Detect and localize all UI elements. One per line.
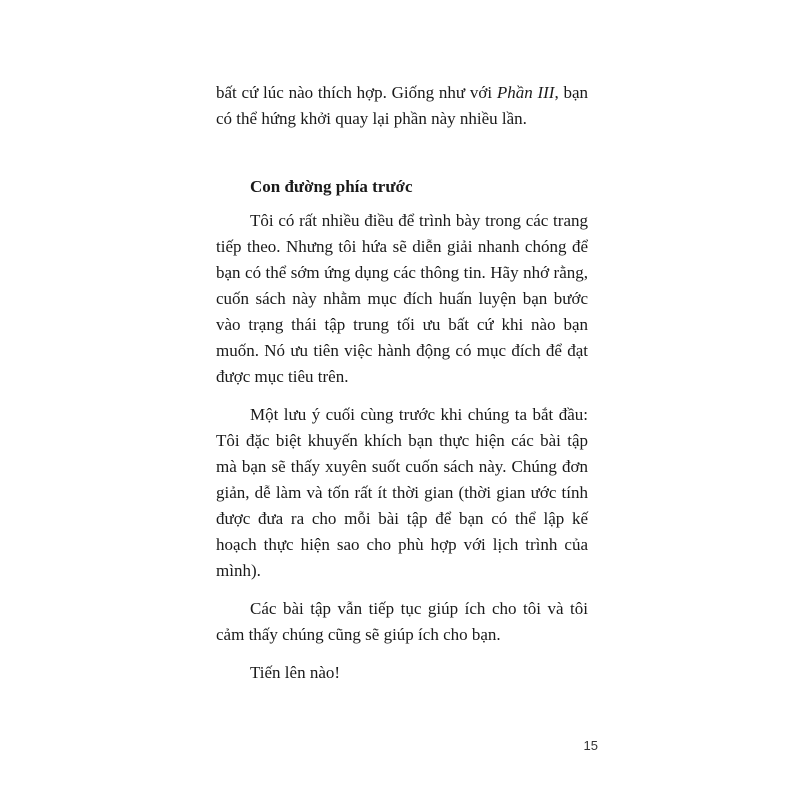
continuation-text-start: bất cứ lúc nào thích hợp. Giống như với bbox=[216, 83, 497, 102]
body-paragraph-2: Một lưu ý cuối cùng trước khi chúng ta bắt đầu: Tôi đặc biệt khuyến khích bạn thực hiện các bài tập mà bạn sẽ thấy xuyên suốt cuốn sách này. Chúng đơn giản, dễ làm và tốn rất ít thời gian (thời gian ước tính được đưa ra cho mỗi bài tập để bạn có thể lập kế hoạch thực hiện sao cho phù hợp với lịch trình của mình). bbox=[216, 405, 588, 580]
italic-part-reference: Phần III bbox=[496, 83, 555, 102]
section-heading: Con đường phía trước bbox=[250, 177, 413, 196]
body-paragraph-3: Các bài tập vẫn tiếp tục giúp ích cho tôi và tôi cảm thấy chúng cũng sẽ giúp ích cho bạn. bbox=[216, 599, 588, 644]
page-number: 15 bbox=[583, 738, 598, 753]
body-paragraph-4: Tiến lên nào! bbox=[250, 663, 341, 682]
page-text-block bbox=[216, 80, 588, 698]
body-paragraph-1: Tôi có rất nhiều điều để trình bày trong các trang tiếp theo. Nhưng tôi hứa sẽ diễn giải nhanh chóng để bạn có thể sớm ứng dụng các thông tin. Hãy nhớ rằng, cuốn sách này nhằm mục đích huấn luyện bạn bước vào trạng thái tập trung tối ưu bất cứ khi nào bạn muốn. Nó ưu tiên việc hành động có mục đích để đạt được mục tiêu trên. bbox=[216, 211, 588, 386]
continuation-paragraph bbox=[216, 80, 588, 132]
continuation-text-end: , bạn có thể hứng khởi quay lại phần này nhiều lần. bbox=[216, 83, 589, 128]
